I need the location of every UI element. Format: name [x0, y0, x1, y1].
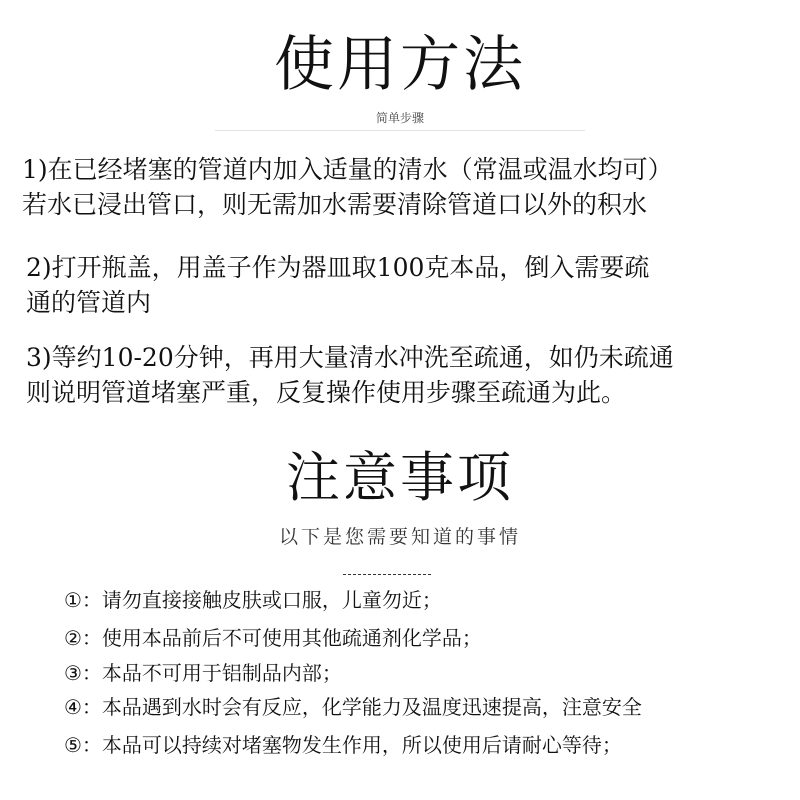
- notes-title: 注意事项: [286, 446, 514, 509]
- usage-step-3-line-1: 3)等约10-20分钟，再用大量清水冲洗至疏通，如仍未疏通: [26, 343, 674, 372]
- note-item-3: ③：本品不可用于铝制品内部；: [64, 661, 342, 685]
- usage-step-2-line-1: 2)打开瓶盖，用盖子作为器皿取100克本品，倒入需要疏: [26, 253, 650, 282]
- usage-step-3: [26, 340, 674, 410]
- usage-step-3-line-2: 则说明管道堵塞严重，反复操作使用步骤至疏通为此。: [26, 378, 627, 407]
- notes-subtitle: 以下是您需要知道的事情: [278, 526, 521, 548]
- note-item-2: ②：使用本品前后不可使用其他疏通剂化学品；: [64, 626, 482, 650]
- usage-step-1-line-1: 1)在已经堵塞的管道内加入适量的清水（常温或温水均可）: [22, 155, 673, 184]
- usage-step-2-line-2: 通的管道内: [26, 288, 152, 317]
- note-item-4: ④：本品遇到水时会有反应，化学能力及温度迅速提高，注意安全: [64, 695, 642, 719]
- notes-divider: [343, 574, 431, 575]
- usage-step-1-line-2: 若水已浸出管口，则无需加水需要清除管道口以外的积水: [22, 190, 648, 219]
- usage-step-2: [26, 250, 649, 320]
- usage-subtitle: 简单步骤: [375, 111, 424, 125]
- usage-title: 使用方法: [274, 30, 526, 100]
- usage-divider: [215, 130, 585, 131]
- note-item-1: ①：请勿直接接触皮肤或口服，儿童勿近；: [64, 588, 442, 612]
- note-item-5: ⑤：本品可以持续对堵塞物发生作用，所以使用后请耐心等待；: [64, 733, 622, 757]
- usage-step-1: [22, 152, 673, 222]
